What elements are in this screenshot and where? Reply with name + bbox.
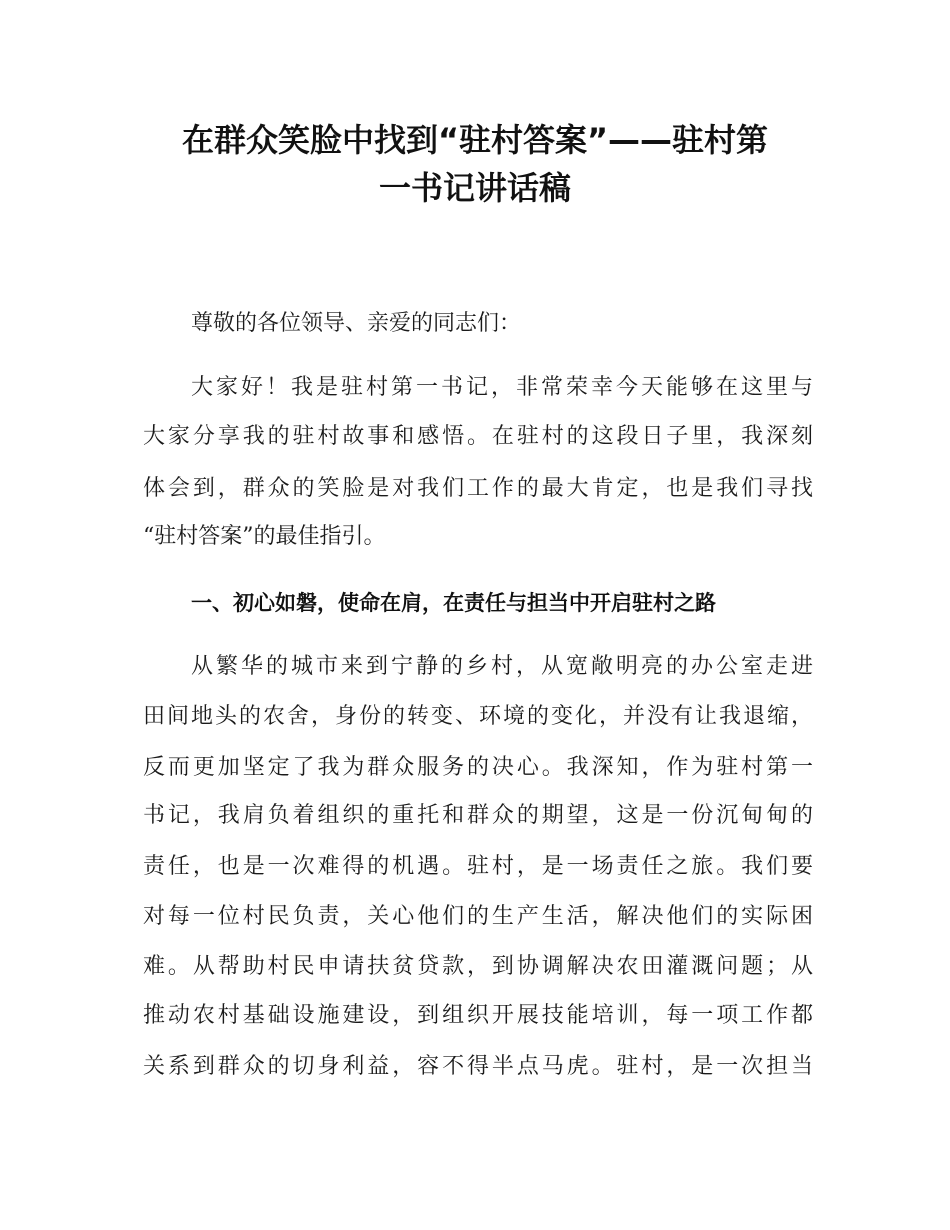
intro-line-1: 大家好！我是驻村第一书记，非常荣幸今天能够在这里与	[191, 375, 813, 400]
section-1-line-6: 对每一位村民负责，关心他们的生产生活，解决他们的实际困	[143, 904, 813, 929]
salutation: 尊敬的各位领导、亲爱的同志们：	[191, 311, 522, 336]
intro-line-4: “驻村答案”的最佳指引。	[143, 524, 386, 549]
intro-line-3: 体会到，群众的笑脸是对我们工作的最大肯定，也是我们寻找	[143, 476, 813, 501]
section-1-line-4: 书记，我肩负着组织的重托和群众的期望，这是一份沉甸甸的	[143, 803, 813, 828]
document-title	[100, 116, 850, 212]
intro-line-2: 大家分享我的驻村故事和感悟。在驻村的这段日子里，我深刻	[143, 424, 813, 449]
title-line-2: 一书记讲话稿	[378, 169, 571, 207]
section-1-line-8: 推动农村基础设施建设，到组织开展技能培训，每一项工作都	[143, 1003, 813, 1028]
section-1-line-5: 责任，也是一次难得的机遇。驻村，是一场责任之旅。我们要	[143, 854, 813, 879]
section-1-line-1: 从繁华的城市来到宁静的乡村，从宽敞明亮的办公室走进	[191, 654, 813, 679]
section-1-heading: 一、初心如磐，使命在肩，在责任与担当中开启驻村之路	[191, 591, 716, 615]
section-1-line-7: 难。从帮助村民申请扶贫贷款，到协调解决农田灌溉问题；从	[143, 954, 813, 979]
section-1-line-9: 关系到群众的切身利益，容不得半点马虎。驻村，是一次担当	[143, 1054, 813, 1079]
section-1-line-2: 田间地头的农舍，身份的转变、环境的变化，并没有让我退缩，	[143, 704, 813, 729]
title-line-1: 在群众笑脸中找到“驻村答案”——驻村第	[181, 121, 769, 159]
section-1-line-3: 反而更加坚定了我为群众服务的决心。我深知，作为驻村第一	[143, 755, 813, 780]
